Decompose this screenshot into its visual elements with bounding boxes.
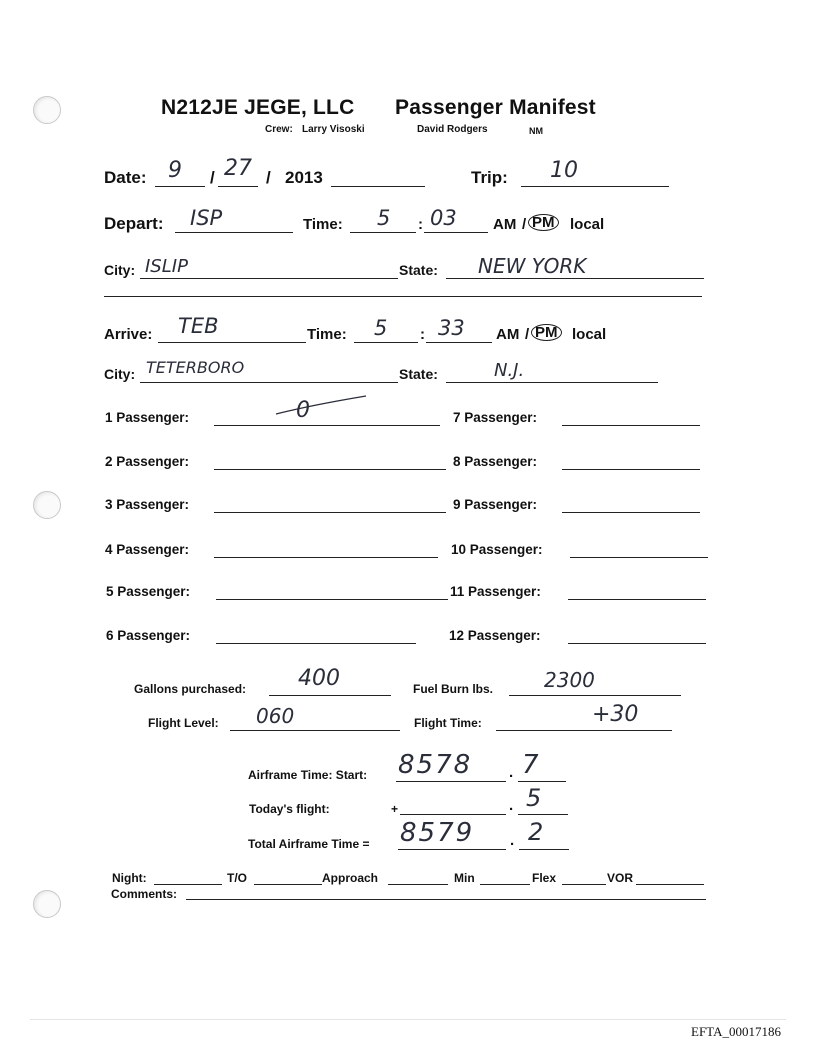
passenger-label-6: 6 Passenger: bbox=[106, 628, 191, 643]
passenger-label-7: 7 Passenger: bbox=[453, 410, 538, 425]
arrive-minute-value: 33 bbox=[438, 316, 465, 340]
passenger-label-5: 5 Passenger: bbox=[106, 584, 191, 599]
depart-pm-circled bbox=[528, 214, 559, 231]
flight-level-value: 060 bbox=[256, 704, 295, 728]
depart-city-value: ISLIP bbox=[145, 256, 188, 277]
fuel-burn-value: 2300 bbox=[544, 668, 595, 692]
passenger-label-11: 11 Passenger: bbox=[450, 584, 541, 599]
min-label: Min bbox=[454, 871, 475, 885]
depart-hour-value: 5 bbox=[377, 206, 391, 230]
flex-label: Flex bbox=[532, 871, 557, 885]
arrive-city-label: City: bbox=[104, 366, 136, 382]
passenger-label-10: 10 Passenger: bbox=[451, 542, 543, 557]
depart-local: local bbox=[570, 216, 605, 233]
passenger-label-12: 12 Passenger: bbox=[449, 628, 541, 643]
separator-line bbox=[104, 296, 702, 297]
depart-city-label: City: bbox=[104, 262, 136, 278]
airframe-start-label: Airframe Time: Start: bbox=[248, 768, 368, 782]
flight-time-label: Flight Time: bbox=[414, 716, 482, 730]
arrive-state-label: State: bbox=[399, 366, 438, 382]
crew-label: Crew: bbox=[265, 124, 293, 135]
depart-label: Depart: bbox=[104, 214, 164, 233]
night-label: Night: bbox=[112, 871, 147, 885]
crew-name-2: David Rodgers bbox=[417, 124, 488, 135]
passenger-label-9: 9 Passenger: bbox=[453, 497, 538, 512]
passenger-label-8: 8 Passenger: bbox=[453, 454, 538, 469]
todays-flight-plus: + bbox=[391, 802, 399, 816]
depart-time-label: Time: bbox=[303, 216, 343, 233]
comments-label: Comments: bbox=[111, 887, 178, 901]
crew-name-2-note: NM bbox=[529, 126, 543, 136]
arrive-local: local bbox=[572, 326, 607, 343]
passenger-label-1: 1 Passenger: bbox=[105, 410, 190, 425]
airframe-start-whole-value: 8578 bbox=[398, 750, 473, 780]
airframe-start-tenth-value: 7 bbox=[522, 750, 539, 780]
total-airframe-label: Total Airframe Time = bbox=[248, 837, 370, 851]
todays-flight-dot: . bbox=[509, 797, 514, 814]
arrive-time-colon: : bbox=[420, 326, 425, 343]
gallons-label: Gallons purchased: bbox=[134, 682, 247, 696]
todays-flight-label: Today's flight: bbox=[249, 802, 330, 816]
airframe-start-dot: . bbox=[509, 764, 514, 781]
gallons-value: 400 bbox=[298, 666, 340, 691]
depart-am: AM bbox=[493, 216, 517, 233]
date-day-value: 27 bbox=[224, 156, 252, 181]
binder-hole-bottom bbox=[33, 890, 61, 918]
depart-ampm-slash: / bbox=[522, 216, 527, 233]
passenger-label-4: 4 Passenger: bbox=[105, 542, 190, 557]
form-title-manifest: Passenger Manifest bbox=[395, 96, 596, 119]
arrive-label: Arrive: bbox=[104, 326, 153, 343]
total-airframe-whole-value: 8579 bbox=[400, 818, 475, 848]
depart-time-colon: : bbox=[418, 216, 423, 233]
trip-label: Trip: bbox=[471, 168, 508, 187]
depart-state-label: State: bbox=[399, 262, 438, 278]
binder-hole-top bbox=[33, 96, 61, 124]
date-year: 2013 bbox=[285, 168, 323, 187]
binder-hole-middle bbox=[33, 491, 61, 519]
flight-level-label: Flight Level: bbox=[148, 716, 219, 730]
total-airframe-tenth-value: 2 bbox=[528, 818, 544, 846]
date-month-value: 9 bbox=[168, 158, 182, 183]
arrive-am: AM bbox=[496, 326, 520, 343]
arrive-time-label: Time: bbox=[307, 326, 347, 343]
arrive-city-value: TETERBORO bbox=[146, 358, 245, 377]
date-separator-2: / bbox=[266, 168, 271, 187]
flight-time-value: +30 bbox=[592, 702, 639, 727]
crew-name-1: Larry Visoski bbox=[302, 124, 365, 135]
passenger-label-3: 3 Passenger: bbox=[105, 497, 190, 512]
arrive-hour-value: 5 bbox=[374, 316, 388, 340]
arrive-pm-circled bbox=[531, 324, 562, 341]
approach-label: Approach bbox=[322, 871, 379, 885]
depart-code-value: ISP bbox=[190, 206, 223, 230]
arrive-pm: PM bbox=[531, 324, 562, 341]
total-airframe-dot: . bbox=[510, 832, 515, 849]
arrive-state-value: N.J. bbox=[494, 360, 525, 381]
arrive-code-value: TEB bbox=[178, 314, 219, 338]
arrive-ampm-slash: / bbox=[525, 326, 530, 343]
vor-label: VOR bbox=[607, 871, 634, 885]
passenger-value-1: 0 bbox=[296, 398, 310, 423]
bates-number: EFTA_00017186 bbox=[691, 1024, 781, 1039]
fuel-burn-label: Fuel Burn lbs. bbox=[413, 682, 494, 696]
takeoff-label: T/O bbox=[227, 871, 247, 885]
depart-pm: PM bbox=[528, 214, 559, 231]
form-title-company: N212JE JEGE, LLC bbox=[161, 96, 355, 119]
scan-edge-line bbox=[30, 1019, 786, 1020]
date-separator-1: / bbox=[210, 168, 215, 187]
depart-minute-value: 03 bbox=[430, 206, 457, 230]
depart-state-value: NEW YORK bbox=[478, 254, 587, 278]
todays-flight-tenth-value: 5 bbox=[526, 784, 542, 812]
date-label: Date: bbox=[104, 168, 147, 187]
trip-value: 10 bbox=[550, 158, 578, 183]
passenger-label-2: 2 Passenger: bbox=[105, 454, 190, 469]
passenger-1-strike-mark bbox=[270, 392, 370, 422]
